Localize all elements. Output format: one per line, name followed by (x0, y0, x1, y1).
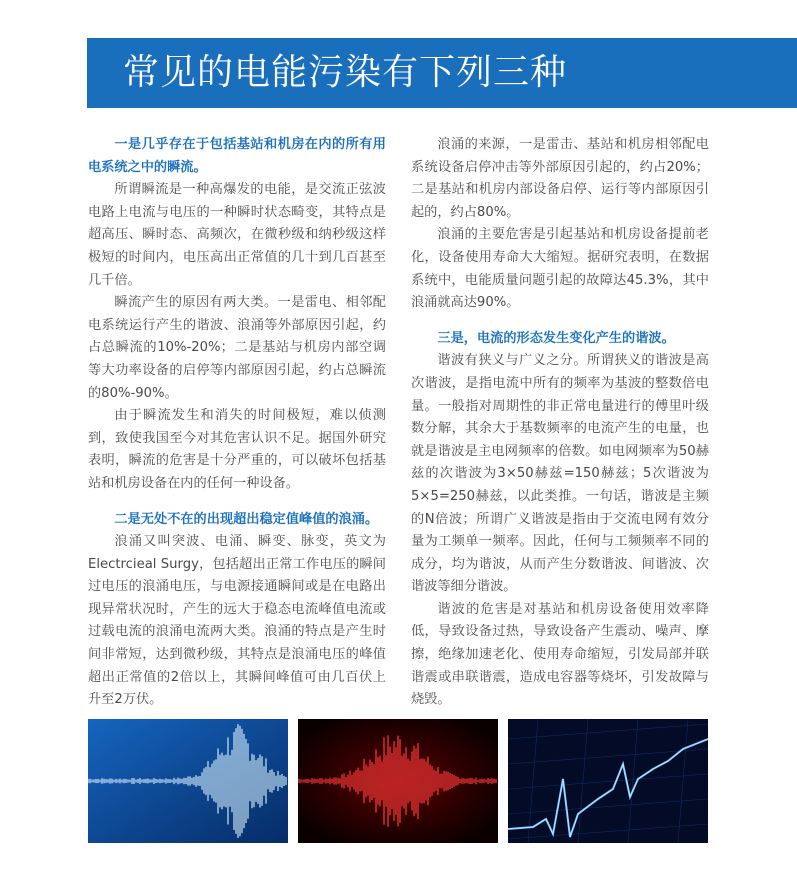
right-column (411, 134, 709, 712)
section-heading-surge: 二是无处不在的出现超出稳定值峰值的浪涌。 (114, 511, 379, 527)
title-banner (87, 38, 797, 108)
section-heading-transient: 一是几乎存在于包括基站和机房在内的所有用电系统之中的瞬流。 (88, 137, 386, 175)
paragraph: 所谓瞬流是一种高爆发的电能，是交流正弦波电路上电流与电压的一种瞬时状态畸变，其特点是超高压、瞬时态、高频次，在微秒级和纳秒级这样极短的时间内，电压高出正常值的几十到几百甚至几千倍。 (88, 182, 386, 288)
paragraph: 浪涌的来源，一是雷击、基站和机房相邻配电系统设备启停冲击等外部原因引起的，约占20%；二是基站和机房内部设备启停、运行等内部原因引起的，约占80%。 (411, 137, 709, 220)
section-heading-harmonic: 三是，电流的形态发生变化产生的谐波。 (437, 330, 675, 346)
blue-pulse-wave-image (508, 719, 708, 843)
page-title: 常见的电能污染有下列三种 (123, 52, 568, 93)
paragraph: 谐波的危害是对基站和机房设备使用效率降低，导致设备过热，导致设备产生震动、噪声、摩擦，绝缘加速老化、使用寿命缩短，引发局部并联谐震或串联谐震，造成电容器等烧坏，引发故障与烧毁。 (411, 601, 709, 708)
paragraph: 浪涌又叫突波、电涌、瞬变、脉变，英文为Electrcieal Surgy，包括超出正常工作电压的瞬间过电压的浪涌电压，与电源接通瞬间或是在电路出现异常状况时，产生的远大于稳态电流峰值电流或过载电流的浪涌电流两大类。浪涌的特点是产生时间非常短，达到微秒级，其特点是浪涌电压的峰值超出正常值的2倍以上，其瞬间峰值可由几百伏上升至2万伏。 (88, 534, 386, 708)
paragraph: 谐波有狭义与广义之分。所谓狭义的谐波是高次谐波，是指电流中所有的频率为基波的整数倍电量。一般指对周期性的非正常电量进行的傅里叶级数分解，其余大于基数频率的电流产生的电量，也就是谐波是主电网频率的倍数。如电网频率为50赫兹的次谐波为3×50赫兹=150赫兹；5次谐波为5×5=250赫兹，以此类推。一句话，谐波是主频的N倍波；所谓广义谐波是指由于交流电网有效分量为工频单一频率。因此，任何与工频频率不同的成分，均为谐波，从而产生分数谐波、间谐波、次谐波等细分谐波。 (411, 353, 709, 595)
paragraph: 瞬流产生的原因有两大类。一是雷电、相邻配电系统运行产生的谐波、浪涌等外部原因引起，约占总瞬流的10%-20%；二是基站与机房内部空调等大功率设备的启停等内部原因引起，约占总瞬流的80%-90%。 (88, 295, 386, 401)
red-sound-wave-image (298, 719, 498, 843)
paragraph: 由于瞬流发生和消失的时间极短，难以侦测到，致使我国至今对其危害认识不足。据国外研究表明，瞬流的危害是十分严重的，可以破坏包括基站和机房设备在内的任何一种设备。 (88, 408, 386, 491)
left-column (88, 134, 386, 712)
paragraph: 浪涌的主要危害是引起基站和机房设备提前老化，设备使用寿命大大缩短。据研究表明，在数据系统中，电能质量问题引起的故障达45.3%，其中浪涌就高达90%。 (411, 227, 709, 311)
blue-sound-wave-image (88, 719, 288, 843)
image-strip (88, 719, 708, 843)
